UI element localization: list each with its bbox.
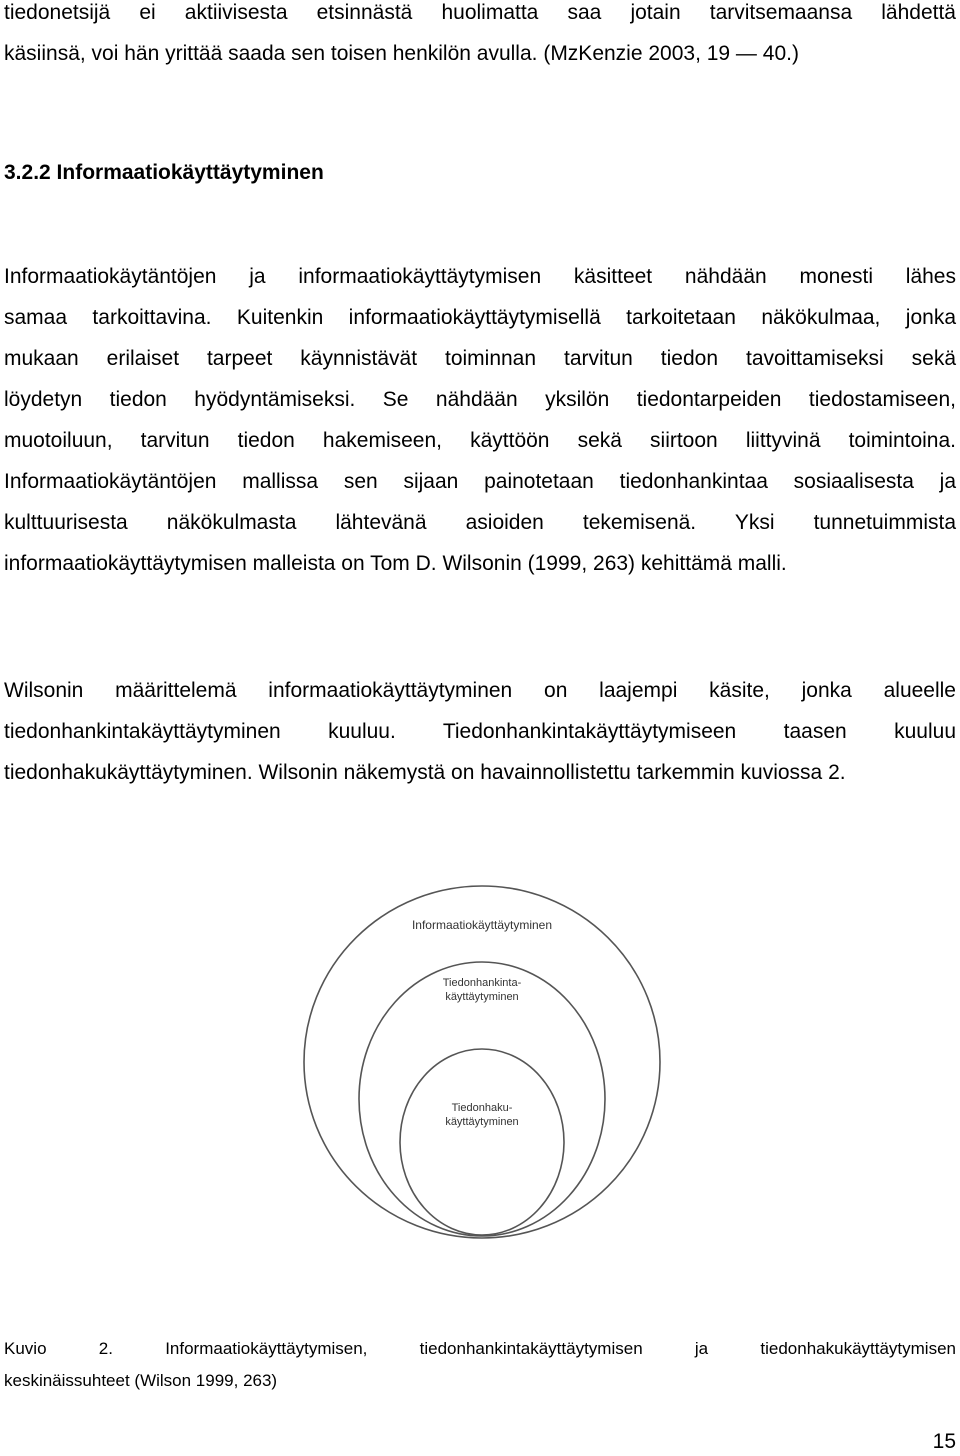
inner-circle-label-line-1: Tiedonhaku- (451, 1102, 513, 1114)
outer-circle (304, 886, 660, 1238)
text-line: Informaatiokäytäntöjen mallissa sen sijaan painotetaan tiedonhankintaa sosiaalisesta ja (4, 470, 956, 493)
outer-circle-label: Informaatiokäyttäytyminen (411, 918, 553, 932)
body-paragraph-1 (4, 256, 956, 584)
text-line: mukaan erilaiset tarpeet käynnistävät toiminnan tarvitun tiedon tavoittamiseksi sekä (4, 347, 956, 370)
middle-circle (359, 962, 605, 1236)
page-number: 15 (932, 1430, 956, 1453)
caption-line: keskinäissuhteet (Wilson 1999, 263) (4, 1371, 278, 1390)
text-line: tiedonetsijä ei aktiivisesta etsinnästä huolimatta saa jotain tarvitsemaansa lähdettä (4, 1, 956, 24)
text-line: informaatiokäyttäytymisen malleista on Tom D. Wilsonin (1999, 263) kehittämä malli. (4, 552, 787, 575)
text-line: tiedonhakukäyttäytyminen. Wilsonin näkemystä on havainnollistettu tarkemmin kuviossa 2. (4, 761, 846, 784)
inner-circle (400, 1049, 564, 1235)
section-heading: 3.2.2 Informaatiokäyttäytyminen (4, 161, 324, 184)
text-line: kulttuurisesta näkökulmasta lähtevänä asioiden tekemisenä. Yksi tunnetuimmista (4, 511, 956, 534)
text-line: muotoiluun, tarvitun tiedon hakemiseen, käyttöön sekä siirtoon liittyvinä toimintoina. (4, 429, 956, 452)
middle-circle-label-line-1: Tiedonhankinta- (442, 977, 522, 989)
middle-circle-label-line-2: käyttäytyminen (445, 991, 519, 1003)
text-line: samaa tarkoittavina. Kuitenkin informaatiokäyttäytymisellä tarkoitetaan näkökulmaa, jonka (4, 306, 956, 329)
body-paragraph-2 (4, 670, 956, 793)
text-line: käsiinsä, voi hän yrittää saada sen toisen henkilön avulla. (MzKenzie 2003, 19 — 40.) (4, 42, 799, 65)
text-line: Wilsonin määrittelemä informaatiokäyttäytyminen on laajempi käsite, jonka alueelle (4, 679, 956, 702)
figure-diagram (284, 878, 676, 1244)
text-line: tiedonhankintakäyttäytyminen kuuluu. Tiedonhankintakäyttäytymiseen taasen kuuluu (4, 720, 956, 743)
nested-circles-figure (284, 878, 676, 1244)
text-line: löydetyn tiedon hyödyntämiseksi. Se nähdään yksilön tiedontarpeiden tiedostamiseen, (4, 388, 956, 411)
text-line: Informaatiokäytäntöjen ja informaatiokäyttäytymisen käsitteet nähdään monesti lähes (4, 265, 956, 288)
figure-caption (4, 1333, 956, 1397)
caption-line: Kuvio 2. Informaatiokäyttäytymisen, tiedonhankintakäyttäytymisen ja tiedonhakukäyttäytymisen (4, 1339, 956, 1358)
inner-circle-label-line-2: käyttäytyminen (445, 1116, 519, 1128)
intro-paragraph (4, 0, 956, 74)
